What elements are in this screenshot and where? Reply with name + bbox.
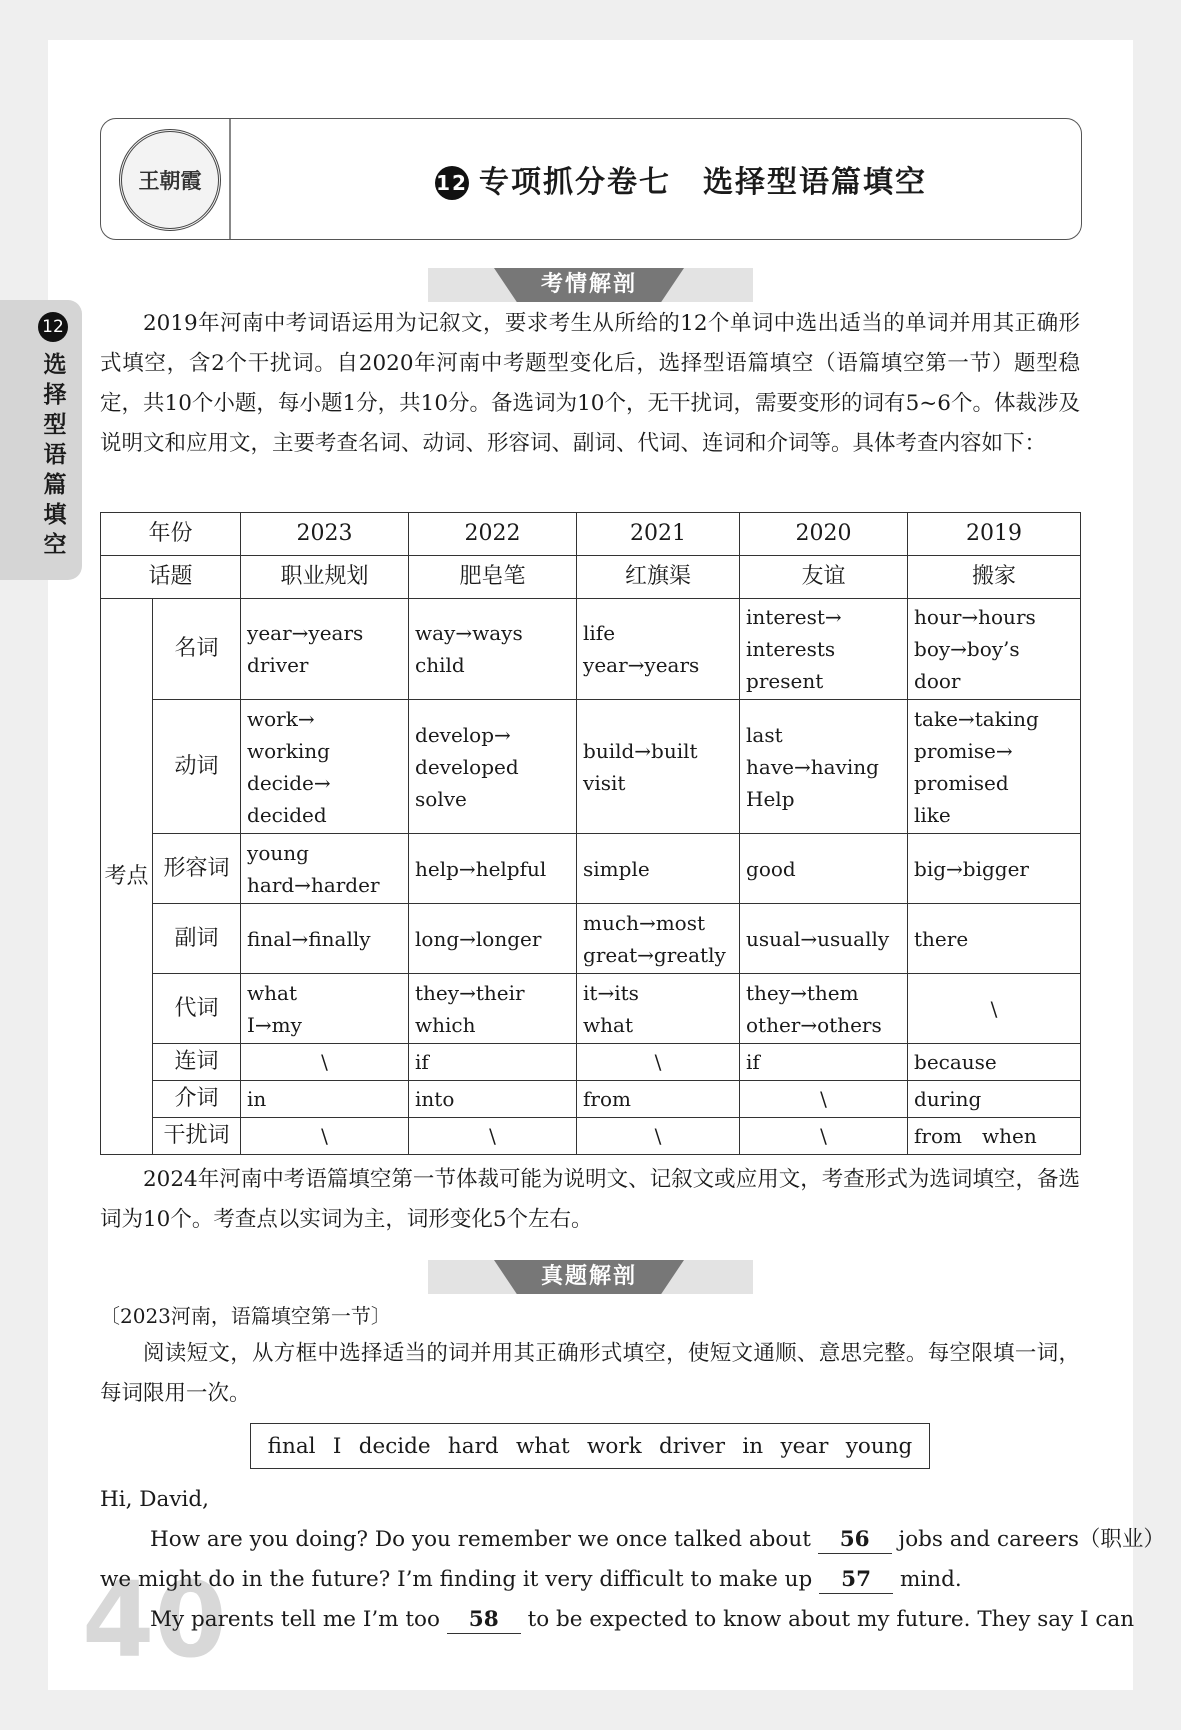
point-entry: way→ways <box>415 621 523 645</box>
point-entry: visit <box>583 770 626 795</box>
point-cell <box>740 974 908 1044</box>
page-title <box>281 157 1081 201</box>
point-cell <box>740 700 908 834</box>
passage-text: to be expected to know about my future. They say I can <box>527 1607 1135 1632</box>
point-entry: long→longer <box>415 926 542 951</box>
table-row <box>101 599 1081 700</box>
point-entry: \ <box>820 1124 827 1148</box>
point-entry: good <box>746 856 796 881</box>
section-banner-real-exam <box>428 1260 753 1294</box>
passage-text: My parents tell me I’m too <box>150 1607 440 1632</box>
point-entry: \ <box>654 1124 662 1148</box>
point-entry: developed <box>415 754 519 779</box>
year-cell: 2021 <box>577 513 740 556</box>
point-entry: \ <box>489 1124 496 1148</box>
page-frame-bottom <box>0 1690 1181 1730</box>
point-entry: I→my <box>247 1012 302 1037</box>
category-cell: 动词 <box>153 700 241 834</box>
point-entry: door <box>914 669 961 693</box>
point-cell <box>908 1081 1081 1118</box>
point-entry: young <box>247 840 309 865</box>
word-option: what <box>515 1433 570 1459</box>
category-cell: 副词 <box>153 904 241 974</box>
point-cell <box>409 904 577 974</box>
point-cell <box>740 1118 908 1155</box>
table-row <box>101 904 1081 974</box>
point-entry: because <box>914 1050 997 1074</box>
banner-label: 考情解剖 <box>540 272 637 297</box>
point-cell <box>577 1118 740 1155</box>
point-entry: Help <box>746 786 795 811</box>
point-entry: there <box>914 926 969 951</box>
point-entry: build→built <box>583 738 698 763</box>
point-entry: hard→harder <box>247 872 380 897</box>
point-entry: during <box>914 1087 982 1111</box>
point-entry: boy→boy’s <box>914 637 1020 661</box>
point-cell <box>577 1044 740 1081</box>
word-option: final <box>267 1433 316 1459</box>
table-row <box>101 1081 1081 1118</box>
point-entry: they→their <box>415 980 525 1005</box>
topic-cell: 红旗渠 <box>577 556 740 599</box>
point-entry: \ <box>654 1050 662 1074</box>
point-entry: work→ <box>247 706 315 731</box>
intro-paragraph: 2019年河南中考词语运用为记叙文，要求考生从所给的12个单词中选出适当的单词并用其正确形式填空，含2个干扰词。自2020年河南中考题型变化后，选择型语篇填空（语篇填空第一节）题型稳定，共10个小题，每小题1分，共10分。备选词为10个，无干扰词，需要变形的词有5~6个。体裁涉及说明文和应用文，主要考查名词、动词、形容词、副词、代词、连词和介词等。具体考查内容如下： <box>100 311 1080 456</box>
point-cell <box>409 1118 577 1155</box>
topic-header: 话题 <box>101 556 241 599</box>
title-text: 专项抓分卷七 选择型语篇填空 <box>479 165 927 200</box>
topic-cell: 搬家 <box>908 556 1081 599</box>
point-cell <box>908 1118 1081 1155</box>
year-cell: 2023 <box>241 513 409 556</box>
category-cell: 代词 <box>153 974 241 1044</box>
point-cell <box>409 599 577 700</box>
point-entry: child <box>415 653 465 677</box>
point-cell <box>908 904 1081 974</box>
exam-points-body <box>101 599 1081 1155</box>
table-row <box>101 1044 1081 1081</box>
point-entry: \ <box>321 1124 328 1148</box>
topic-cell: 职业规划 <box>241 556 409 599</box>
blank-57[interactable]: 57 <box>819 1567 893 1594</box>
question-instruction: 阅读短文，从方框中选择适当的词并用其正确形式填空，使短文通顺、意思完整。每空限填一词，每词限用一次。 <box>100 1341 1080 1406</box>
word-option: in <box>742 1433 764 1459</box>
point-entry: decide→ <box>247 770 331 795</box>
section-banner-analysis <box>428 268 753 302</box>
category-cell: 介词 <box>153 1081 241 1118</box>
word-option: year <box>780 1433 829 1459</box>
point-entry: what <box>247 980 297 1005</box>
point-entry: solve <box>415 786 467 811</box>
category-cell: 名词 <box>153 599 241 700</box>
point-entry: take→taking <box>914 706 1039 731</box>
point-cell <box>740 834 908 904</box>
point-entry: they→them <box>746 980 859 1005</box>
outro-paragraph: 2024年河南中考语篇填空第一节体裁可能为说明文、记叙文或应用文，考查形式为选词填空，备选词为10个。考查点以实词为主，词形变化5个左右。 <box>100 1167 1080 1232</box>
point-cell <box>241 700 409 834</box>
exam-points-table <box>100 512 1081 1155</box>
point-entry: present <box>746 669 824 693</box>
point-cell <box>577 834 740 904</box>
category-cell: 形容词 <box>153 834 241 904</box>
passage-text: How are you doing? Do you remember we once talked about <box>150 1527 811 1552</box>
point-cell <box>908 1044 1081 1081</box>
point-cell <box>908 834 1081 904</box>
side-tab-label: 选择型语篇填空 <box>43 352 67 558</box>
point-cell <box>241 834 409 904</box>
page-frame-left <box>0 0 48 1730</box>
point-cell <box>409 1081 577 1118</box>
table-row-years <box>101 513 1081 556</box>
table-row-topics <box>101 556 1081 599</box>
passage-line <box>100 1560 1080 1600</box>
point-cell <box>409 834 577 904</box>
point-entry: life <box>583 621 616 645</box>
point-entry: hour→hours <box>914 605 1036 629</box>
table-row <box>101 1118 1081 1155</box>
point-cell <box>740 904 908 974</box>
word-option: young <box>845 1433 913 1459</box>
point-cell <box>241 904 409 974</box>
point-cell <box>577 700 740 834</box>
year-cell: 2022 <box>409 513 577 556</box>
year-cell: 2020 <box>740 513 908 556</box>
side-tab <box>0 300 82 580</box>
blank-56[interactable]: 56 <box>818 1527 892 1554</box>
point-entry: if <box>746 1050 760 1074</box>
point-cell <box>409 700 577 834</box>
brand-logo <box>119 129 221 231</box>
category-cell: 干扰词 <box>153 1118 241 1155</box>
point-cell <box>241 974 409 1044</box>
point-entry: last <box>746 722 783 747</box>
point-entry: usual→usually <box>746 926 890 951</box>
table-row <box>101 700 1081 834</box>
point-entry: interest→ <box>746 605 842 629</box>
year-cell: 2019 <box>908 513 1081 556</box>
point-cell <box>740 1044 908 1081</box>
point-cell <box>908 599 1081 700</box>
page-number: 40 <box>82 1559 227 1681</box>
point-entry: \ <box>820 1087 827 1111</box>
point-entry: have→having <box>746 754 879 779</box>
word-option: driver <box>659 1433 726 1459</box>
point-cell <box>577 599 740 700</box>
point-entry: promised <box>914 770 1009 795</box>
point-entry: decided <box>247 802 327 827</box>
point-cell <box>908 974 1081 1044</box>
point-entry: big→bigger <box>914 856 1029 881</box>
passage-line <box>150 1600 1135 1640</box>
table-row <box>101 834 1081 904</box>
point-entry: help→helpful <box>415 856 547 881</box>
point-cell <box>577 904 740 974</box>
point-entry: it→its <box>583 980 639 1005</box>
point-entry: if <box>415 1050 429 1074</box>
point-entry: what <box>583 1012 633 1037</box>
word-choice-box <box>250 1423 930 1469</box>
blank-58[interactable]: 58 <box>447 1607 521 1634</box>
page-frame-top <box>0 0 1181 40</box>
word-option: I <box>332 1433 342 1459</box>
header-divider <box>229 119 231 239</box>
point-entry: year→years <box>247 621 364 645</box>
category-cell: 连词 <box>153 1044 241 1081</box>
table-row <box>101 974 1081 1044</box>
title-number-badge: 12 <box>435 166 469 200</box>
point-entry: \ <box>321 1050 328 1074</box>
point-cell <box>908 700 1081 834</box>
point-entry: working <box>247 738 330 763</box>
point-entry: other→others <box>746 1012 882 1037</box>
point-entry: much→most <box>583 910 706 935</box>
point-cell <box>740 1081 908 1118</box>
point-entry: great→greatly <box>583 942 726 967</box>
point-entry: final→finally <box>247 926 371 951</box>
question-source: 〔2023河南，语篇填空第一节〕 <box>100 1304 391 1328</box>
side-tab-number: 12 <box>38 312 68 342</box>
word-option: work <box>587 1433 642 1459</box>
letter-greeting: Hi, David, <box>100 1487 209 1512</box>
point-entry: develop→ <box>415 722 511 747</box>
point-cell <box>409 1044 577 1081</box>
word-option: hard <box>447 1433 499 1459</box>
point-entry: promise→ <box>914 738 1013 763</box>
point-entry: driver <box>247 653 309 677</box>
point-cell <box>241 599 409 700</box>
header-box <box>100 118 1082 240</box>
point-entry: which <box>415 1012 476 1037</box>
passage-line <box>150 1520 1165 1560</box>
point-cell <box>241 1118 409 1155</box>
topic-cell: 肥皂笔 <box>409 556 577 599</box>
banner-label: 真题解剖 <box>540 1264 637 1289</box>
page-frame-right <box>1133 0 1181 1730</box>
topic-cell: 友谊 <box>740 556 908 599</box>
point-cell <box>577 1081 740 1118</box>
word-option: decide <box>358 1433 431 1459</box>
passage-text: we might do in the future? I’m finding it very difficult to make up <box>100 1567 813 1592</box>
point-entry: from when <box>914 1124 1037 1148</box>
point-entry: simple <box>583 856 650 881</box>
point-cell <box>241 1081 409 1118</box>
point-cell <box>740 599 908 700</box>
passage-text: jobs and careers（职业） <box>898 1527 1165 1552</box>
point-entry: into <box>415 1087 455 1111</box>
points-header: 考点 <box>101 599 153 1155</box>
point-entry: like <box>914 802 951 827</box>
logo-text: 王朝霞 <box>138 168 202 193</box>
point-cell <box>577 974 740 1044</box>
year-header: 年份 <box>101 513 241 556</box>
point-cell <box>409 974 577 1044</box>
point-cell <box>241 1044 409 1081</box>
point-entry: from <box>583 1087 631 1111</box>
passage-text: mind. <box>899 1567 962 1592</box>
point-entry: \ <box>990 996 998 1021</box>
point-entry: in <box>247 1087 267 1111</box>
point-entry: year→years <box>583 653 700 677</box>
point-entry: interests <box>746 637 836 661</box>
